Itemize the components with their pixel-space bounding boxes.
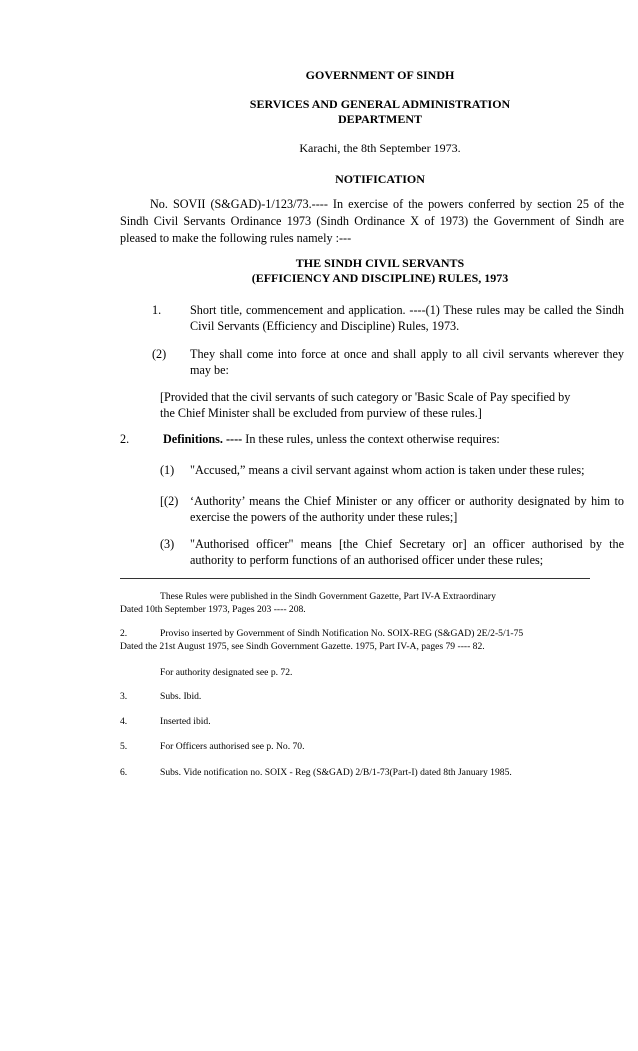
rules-title — [0, 256, 638, 286]
footnote-intro-line-2: Dated 10th September 1973, Pages 203 ---- 208. — [120, 604, 306, 615]
footnote-separator — [120, 578, 590, 579]
proviso — [160, 389, 630, 421]
rule-2-line — [163, 431, 624, 447]
department-heading — [0, 97, 638, 127]
notification-text: No. SOVII (S&GAD)-1/123/73.---- In exercise of the powers conferred by section 25 of the Sindh Civil Servants Ordinance 1973 (Sindh Ordinance X of 1973) the Government of Sindh are pleased to make the following rules namely :--- — [120, 197, 624, 245]
footnote-6-number: 6. — [120, 767, 128, 778]
notification-paragraph — [120, 196, 624, 247]
footnote-5-text: For Officers authorised see p. No. 70. — [160, 741, 305, 752]
footnote-authority-note: For authority designated see p. 72. — [160, 667, 293, 678]
proviso-line-2: the Chief Minister shall be excluded from purview of these rules.] — [160, 406, 482, 420]
notification-label: NOTIFICATION — [335, 172, 425, 186]
footnote-2-number: 2. — [120, 628, 128, 639]
rules-title-line-1: THE SINDH CIVIL SERVANTS — [295, 256, 465, 270]
government-heading: GOVERNMENT OF SINDH — [305, 68, 455, 82]
place-date: Karachi, the 8th September 1973. — [299, 141, 461, 155]
proviso-line-1: [Provided that the civil servants of such category or 'Basic Scale of Pay specified by — [160, 390, 571, 404]
footnote-3-text: Subs. Ibid. — [160, 691, 202, 702]
footnote-4-number: 4. — [120, 716, 128, 727]
rule-1-2-number: (2) — [152, 347, 167, 361]
definition-3-text: "Authorised officer" means [the Chief Secretary or] an officer authorised by the authority to perform functions of an authorised officer under these rules; — [190, 537, 624, 567]
footnote-4-text: Inserted ibid. — [160, 716, 211, 727]
definition-3-number: (3) — [160, 537, 175, 551]
definition-2-text: ‘Authority’ means the Chief Minister or any officer or authority designated by him to exercise the powers of the authority under these rules;] — [190, 494, 624, 524]
department-line-1: SERVICES AND GENERAL ADMINISTRATION — [249, 97, 511, 111]
footnote-2-line-1: Proviso inserted by Government of Sindh Notification No. SOIX-REG (S&GAD) 2E/2-5/1-75 — [160, 628, 524, 639]
footnote-3-number: 3. — [120, 691, 128, 702]
definitions-intro: In these rules, unless the context otherwise requires: — [242, 432, 500, 446]
definition-1-text: "Accused,” means a civil servant against whom action is taken under these rules; — [190, 463, 585, 477]
rule-1-text: Short title, commencement and application. ----(1) These rules may be called the Sindh Civil Servants (Efficiency and Discipline) Rules, 1973. — [190, 303, 624, 333]
rule-2-number: 2. — [120, 432, 130, 446]
rules-title-line-2: (EFFICIENCY AND DISCIPLINE) RULES, 1973 — [251, 271, 509, 285]
footnote-6-text: Subs. Vide notification no. SOIX - Reg (S&GAD) 2/B/1-73(Part-I) dated 8th January 1985. — [160, 767, 512, 778]
definition-1-number: (1) — [160, 463, 175, 477]
rule-1-2-text: They shall come into force at once and shall apply to all civil servants wherever they may be: — [190, 347, 624, 377]
definitions-heading: Definitions. ---- — [163, 432, 243, 446]
department-line-2: DEPARTMENT — [337, 112, 423, 126]
footnote-intro-line-1: These Rules were published in the Sindh Government Gazette, Part IV-A Extraordinary — [160, 591, 496, 602]
definition-2-number: [(2) — [160, 494, 179, 508]
footnote-5-number: 5. — [120, 741, 128, 752]
footnote-2-line-2: Dated the 21st August 1975, see Sindh Government Gazette. 1975, Part IV-A, pages 79 ---- 82. — [120, 641, 485, 652]
rule-1-number: 1. — [152, 303, 162, 317]
